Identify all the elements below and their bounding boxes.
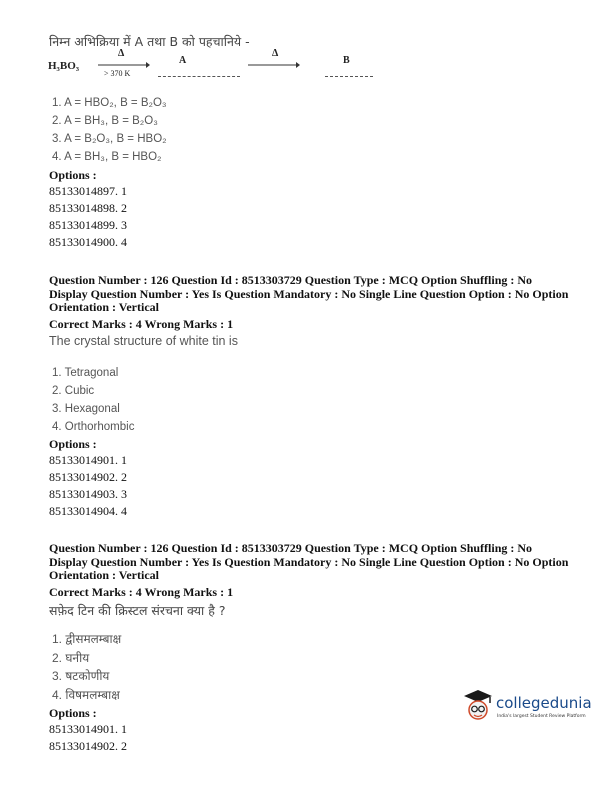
option-id: 85133014901. 1 — [49, 722, 127, 736]
choice-1: 1. द्वीसमलम्बाक्ष — [52, 632, 122, 646]
arrow-1 — [98, 61, 150, 69]
options-label: Options : — [49, 706, 97, 720]
meta-line: Display Question Number : Yes Is Question Mandatory : No Single Line Question Option : No Option — [49, 554, 569, 569]
question-meta — [49, 542, 579, 583]
option-ids — [49, 183, 127, 251]
marks-line: Correct Marks : 4 Wrong Marks : 1 — [49, 585, 234, 599]
meta-line: Orientation : Vertical — [49, 568, 159, 582]
question-text: The crystal structure of white tin is — [49, 334, 238, 348]
delta-2: Δ — [272, 48, 279, 59]
product-a: A — [179, 55, 187, 66]
choice-1: 1. Tetragonal — [52, 367, 119, 379]
delta-1: Δ — [118, 48, 125, 59]
meta-line: Orientation : Vertical — [49, 300, 159, 314]
meta-line: Question Number : 126 Question Id : 8513303729 Question Type : MCQ Option Shuffling : No — [49, 273, 533, 287]
choice-3: 3. षटकोणीय — [52, 669, 110, 683]
reaction-choices — [52, 94, 167, 166]
choice-3: 3. A = B₂O₃, B = HBO₂ — [52, 133, 167, 145]
option-id: 85133014901. 1 — [49, 453, 127, 467]
choice-3: 3. Hexagonal — [52, 403, 120, 415]
option-id: 85133014902. 2 — [49, 470, 127, 484]
options-label: Options : — [49, 437, 97, 451]
blank-a — [158, 76, 240, 77]
question-meta — [49, 274, 579, 315]
choice-2: 2. A = BH₃, B = B₂O₃ — [52, 115, 158, 127]
option-ids — [49, 721, 127, 755]
choice-2: 2. घनीय — [52, 650, 90, 665]
option-id: 85133014904. 4 — [49, 504, 127, 518]
hindi-choices — [52, 630, 121, 704]
arrow-2 — [248, 61, 300, 69]
option-id: 85133014900. 4 — [49, 235, 127, 249]
option-id: 85133014898. 2 — [49, 201, 127, 215]
blank-b — [325, 76, 373, 77]
meta-line: Question Number : 126 Question Id : 8513303729 Question Type : MCQ Option Shuffling : No — [49, 541, 533, 555]
question-text: सफ़ेद टिन की क्रिस्टल संरचना क्या है ? — [49, 603, 226, 618]
choice-1: 1. A = HBO₂, B = B₂O₃ — [52, 97, 167, 109]
graduate-mascot-icon — [462, 688, 494, 722]
options-label: Options : — [49, 168, 97, 182]
meta-line: Display Question Number : Yes Is Question Mandatory : No Single Line Question Option : No Option — [49, 286, 569, 301]
collegedunia-watermark — [462, 688, 602, 728]
product-b: B — [343, 55, 350, 66]
english-choices — [52, 364, 134, 436]
condition-label: > 370 K — [104, 69, 131, 78]
choice-4: 4. विषमलम्बाक्ष — [52, 687, 120, 702]
reaction-scheme — [48, 48, 388, 84]
brand-name: collegedunia — [496, 694, 592, 712]
option-id: 85133014903. 3 — [49, 487, 127, 501]
choice-4: 4. Orthorhombic — [52, 421, 135, 433]
hindi-question-stem: निम्न अभिक्रिया में A तथा B को पहचानिये - — [49, 34, 250, 49]
reactant-label: H₃BO₃ — [48, 60, 80, 72]
option-id: 85133014899. 3 — [49, 218, 127, 232]
option-ids — [49, 452, 127, 520]
option-id: 85133014897. 1 — [49, 184, 127, 198]
brand-tagline: India's largest Student Review Platform — [497, 714, 586, 719]
choice-4: 4. A = BH₃, B = HBO₂ — [52, 151, 162, 163]
choice-2: 2. Cubic — [52, 385, 95, 397]
marks-line: Correct Marks : 4 Wrong Marks : 1 — [49, 317, 234, 331]
option-id: 85133014902. 2 — [49, 739, 127, 753]
